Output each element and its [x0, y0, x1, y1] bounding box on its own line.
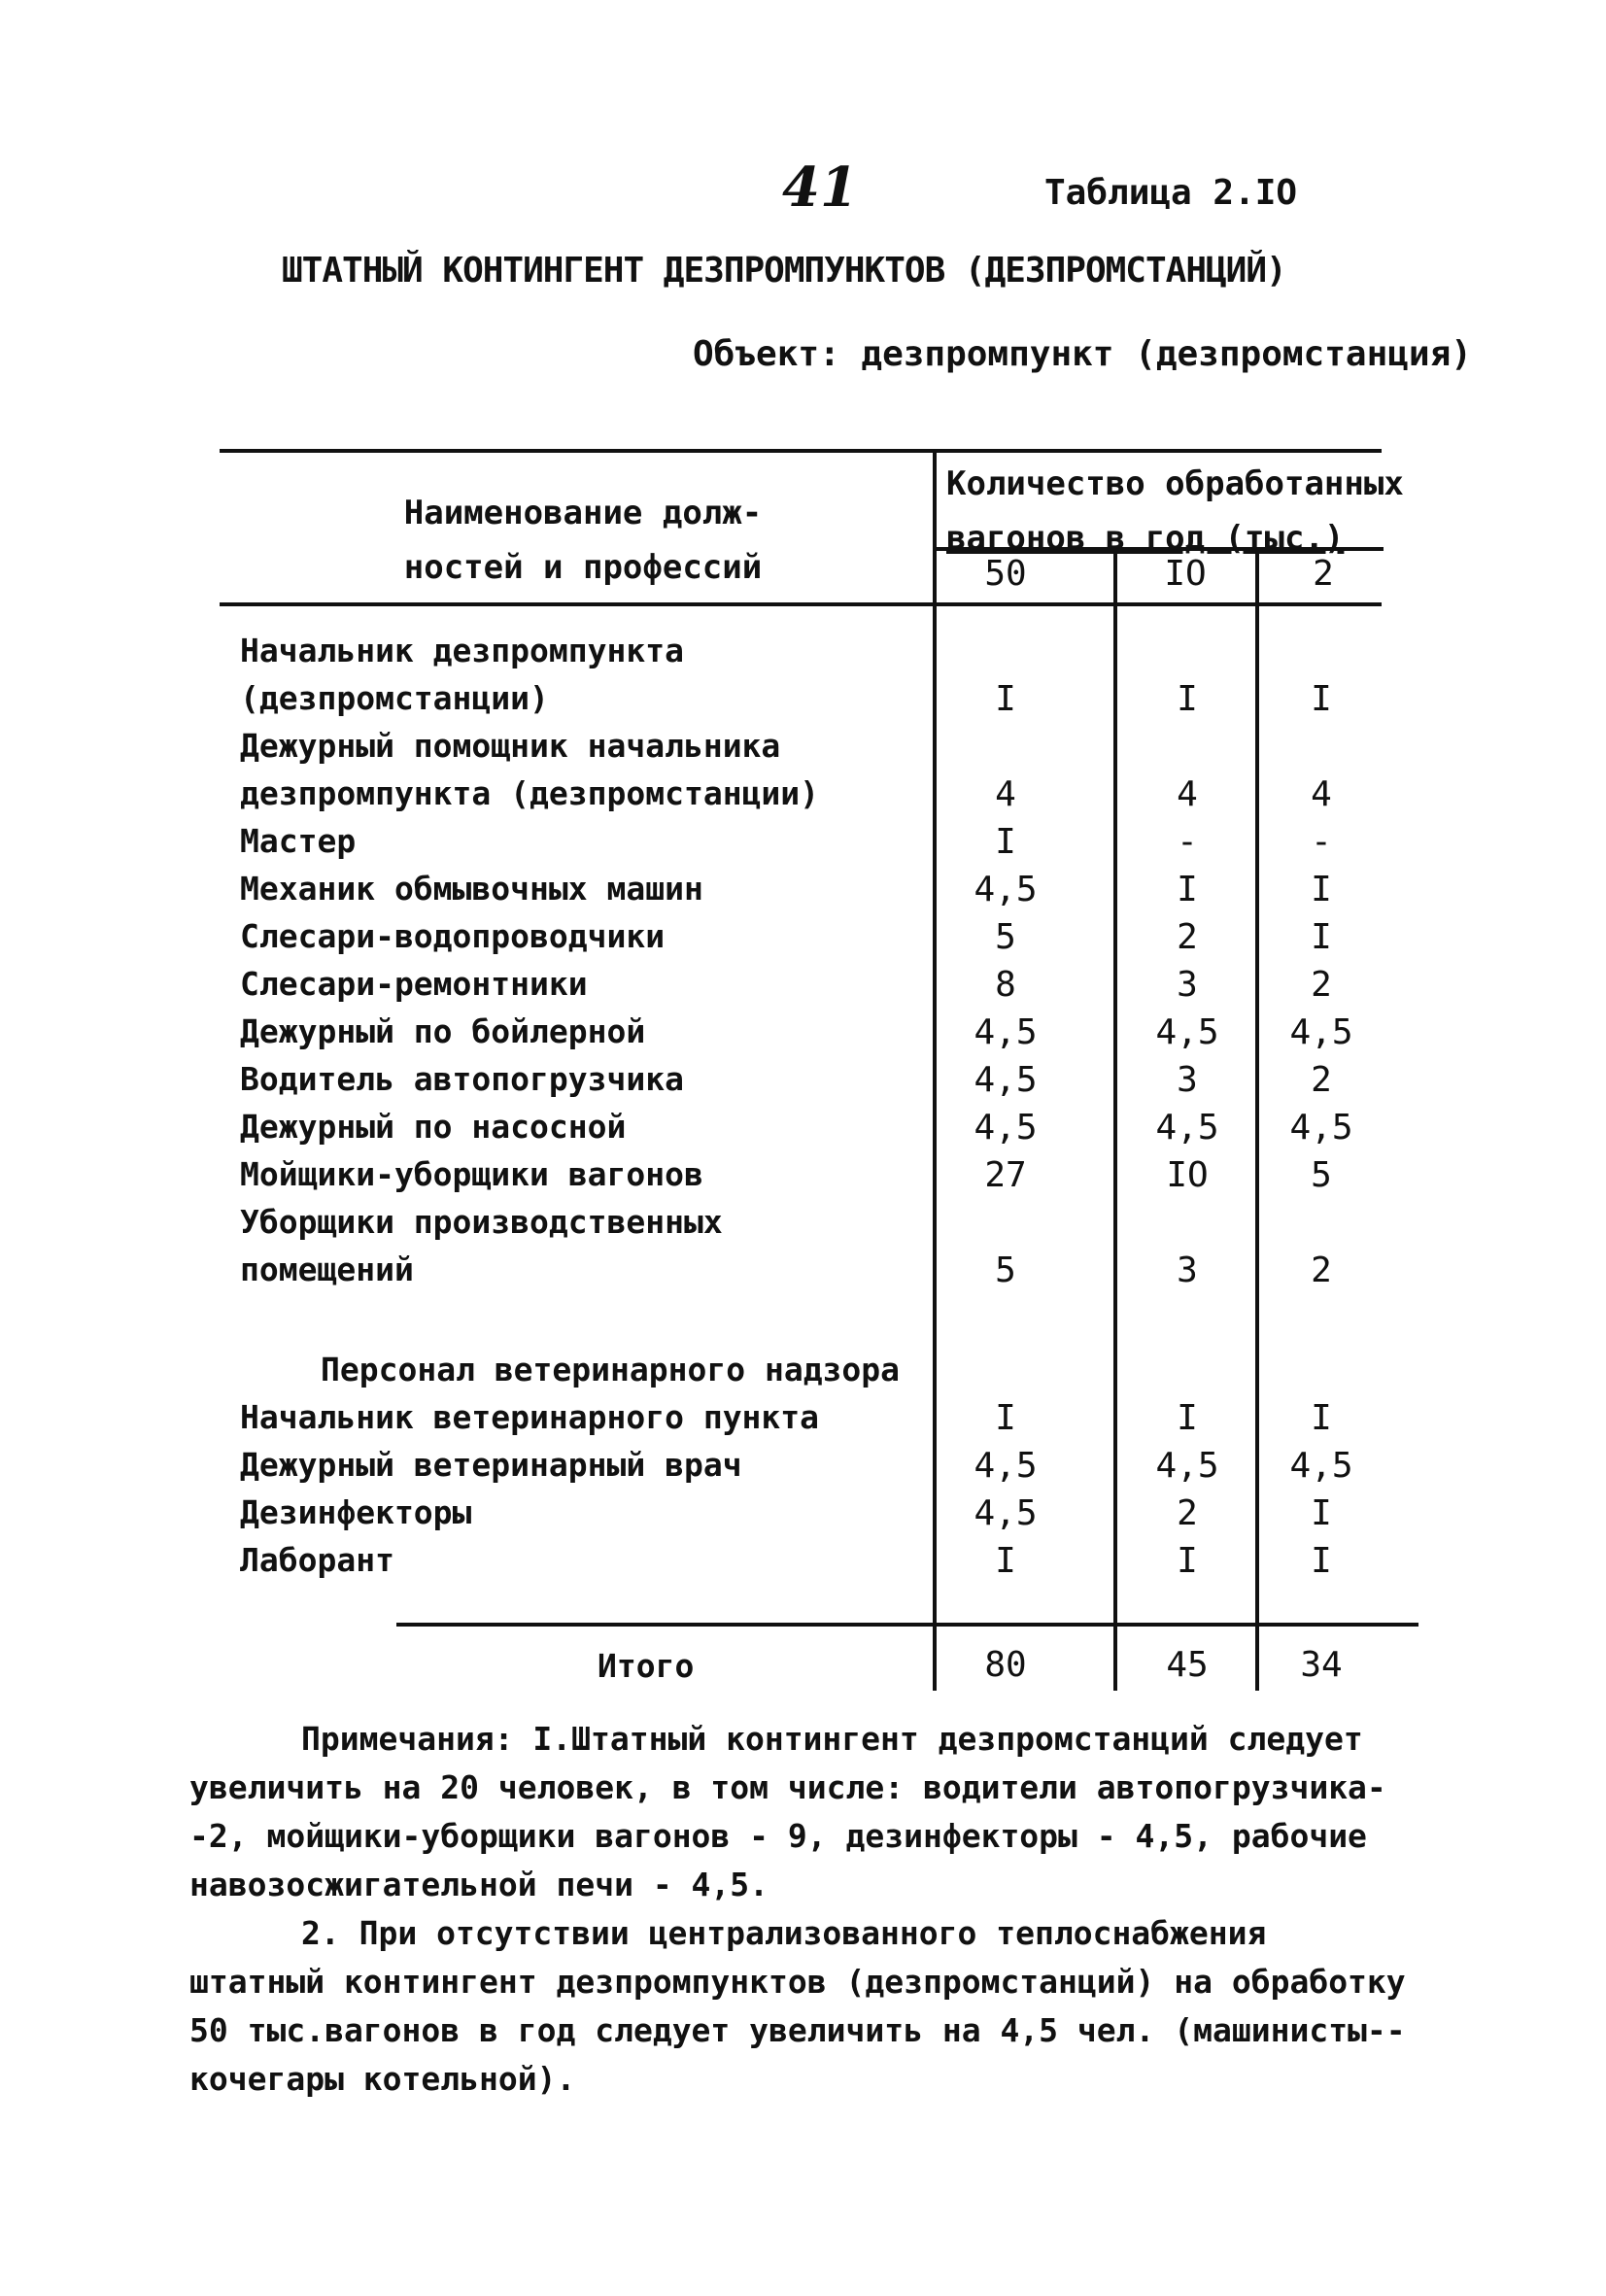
table-cell: I — [1311, 679, 1332, 719]
total-cell-2: 34 — [1300, 1645, 1343, 1685]
table-cell: - — [1311, 822, 1332, 862]
table-cell: I — [995, 1398, 1016, 1438]
table-reference: Таблица 2.IO — [1044, 173, 1298, 213]
note-1: Примечания: I.Штатный контингент дезпромстанций следует увеличить на 20 человек, в том числе: водители автопогрузчика--2, мойщики-уборщики вагонов - 9, дезинфекторы - 4,5, рабочие навозосжигательной печи - 4,5. — [189, 1720, 1386, 1903]
row-label: Уборщики производственных — [240, 1203, 723, 1241]
table-cell: 4,5 — [1155, 1012, 1219, 1052]
row-label: Слесари-водопроводчики — [240, 917, 666, 955]
total-label: Итого — [598, 1647, 695, 1685]
row-label: (дезпромстанции) — [240, 679, 549, 717]
row-label: Дежурный по насосной — [240, 1108, 627, 1146]
table-cell: - — [1177, 822, 1198, 862]
table-cell: 2 — [1311, 1060, 1332, 1100]
table-cell: 2 — [1177, 1493, 1198, 1533]
table-cell: 4,5 — [974, 1060, 1038, 1100]
row-label: дезпромпункта (дезпромстанции) — [240, 774, 820, 812]
table-cell: 2 — [1177, 917, 1198, 957]
table-cell: I — [1311, 870, 1332, 909]
column-header-position-line2: ностей и профессий — [403, 548, 763, 587]
table-cell: I — [1311, 1493, 1332, 1533]
table-cell: 3 — [1177, 965, 1198, 1005]
table-cell: 5 — [995, 1251, 1016, 1290]
table-cell: 2 — [1311, 1251, 1332, 1290]
object-line: Объект: дезпромпункт (дезпромстанция) — [693, 334, 1472, 374]
column-header-position-line1: Наименование долж- — [403, 494, 763, 532]
table-cell: 4,5 — [1289, 1108, 1353, 1148]
table-cell: I — [995, 822, 1016, 862]
row-label: Слесари-ремонтники — [240, 965, 588, 1003]
header-bottom-rule — [220, 602, 1382, 606]
row-label: Дезинфекторы — [240, 1493, 472, 1531]
table-divider-name — [933, 449, 937, 1691]
table-cell: 4,5 — [974, 1446, 1038, 1486]
table-cell: I — [1177, 679, 1198, 719]
column-header-quantity — [946, 457, 1404, 565]
table-cell: 3 — [1177, 1251, 1198, 1290]
row-label: Мастер — [240, 822, 357, 860]
table-cell: I — [995, 679, 1016, 719]
table-cell: 2 — [1311, 965, 1332, 1005]
total-cell-10: 45 — [1166, 1645, 1209, 1685]
row-label: Дежурный помощник начальника — [240, 727, 781, 765]
table-cell: 4,5 — [974, 1012, 1038, 1052]
column-header-2: 2 — [1313, 554, 1334, 594]
table-cell: 4,5 — [1289, 1446, 1353, 1486]
row-label: Мойщики-уборщики вагонов — [240, 1155, 703, 1193]
column-header-position — [291, 486, 874, 595]
table-cell: 4 — [1177, 774, 1198, 814]
table-divider-col1 — [1113, 549, 1117, 1691]
table-cell: 4 — [995, 774, 1016, 814]
table-cell: I — [1177, 870, 1198, 909]
column-header-50: 50 — [984, 554, 1027, 594]
table-cell: I — [1177, 1541, 1198, 1581]
column-header-quantity-line1: Количество обработанных — [946, 464, 1404, 503]
table-cell: 4,5 — [1289, 1012, 1353, 1052]
row-label: Дежурный по бойлерной — [240, 1012, 646, 1050]
table-cell: 4,5 — [1155, 1446, 1219, 1486]
table-cell: 5 — [995, 917, 1016, 957]
table-cell: 4,5 — [974, 1493, 1038, 1533]
column-header-quantity-line2: вагонов в год (тыс.) — [946, 519, 1345, 558]
page-number: 41 — [782, 155, 858, 220]
table-cell: 5 — [1311, 1155, 1332, 1195]
vet-section-label: Персонал ветеринарного надзора — [321, 1351, 901, 1388]
note-2: 2. При отсутствии централизованного теплоснабжения штатный контингент дезпромпунктов (дезпромстанций) на обработку 50 тыс.вагонов в год следует увеличить на 4,5 чел. (машинисты--кочегары котельной). — [189, 1914, 1406, 2098]
table-cell: 4,5 — [974, 1108, 1038, 1148]
table-cell: 4,5 — [974, 870, 1038, 909]
row-label: Механик обмывочных машин — [240, 870, 703, 908]
total-rule — [396, 1623, 1418, 1627]
row-label: Дежурный ветеринарный врач — [240, 1446, 742, 1484]
row-label: Водитель автопогрузчика — [240, 1060, 684, 1098]
page-title: ШТАТНЫЙ КОНТИНГЕНТ ДЕЗПРОМПУНКТОВ (ДЕЗПРОМСТАНЦИЙ) — [282, 251, 1286, 291]
table-cell: I — [1311, 1541, 1332, 1581]
table-divider-col2 — [1255, 549, 1259, 1691]
table-cell: IO — [1166, 1155, 1209, 1195]
notes — [189, 1715, 1414, 2104]
row-label: Начальник ветеринарного пункта — [240, 1398, 820, 1436]
row-label: Начальник дезпромпункта — [240, 632, 684, 669]
table-cell: I — [995, 1541, 1016, 1581]
table-cell: I — [1311, 917, 1332, 957]
table-cell: I — [1177, 1398, 1198, 1438]
row-label: Лаборант — [240, 1541, 394, 1579]
table-cell: 4,5 — [1155, 1108, 1219, 1148]
total-cell-50: 80 — [984, 1645, 1027, 1685]
table-cell: I — [1311, 1398, 1332, 1438]
column-header-10: IO — [1164, 554, 1207, 594]
table-cell: 4 — [1311, 774, 1332, 814]
table-top-rule — [220, 449, 1382, 453]
table-cell: 8 — [995, 965, 1016, 1005]
table-cell: 27 — [984, 1155, 1027, 1195]
table-cell: 3 — [1177, 1060, 1198, 1100]
row-label: помещений — [240, 1251, 414, 1288]
